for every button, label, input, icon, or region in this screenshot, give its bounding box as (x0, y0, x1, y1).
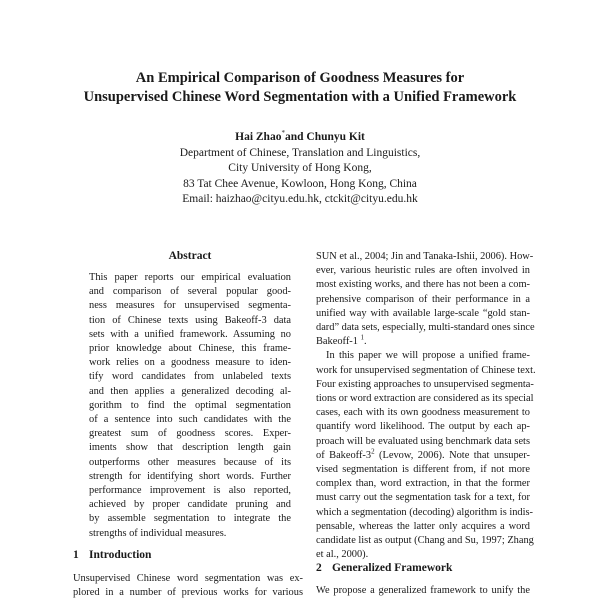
paragraph-line: prehensive comparison of their performance in a (316, 293, 530, 305)
paragraph-line: vised segmentation is different from, if not more (316, 464, 530, 476)
right-column-body (316, 250, 536, 562)
paragraph-line: In this paper we will propose a unified frame- (326, 350, 530, 362)
paragraph-line (316, 449, 530, 463)
paragraph-line: tions or word extraction are considered as its special (316, 393, 534, 405)
abstract-line: iments show that description length gain (89, 442, 291, 454)
title-line-2: Unsupervised Chinese Word Segmentation with a Unified Framework (83, 89, 517, 105)
section-number: 1 (73, 549, 79, 561)
abstract-line: performance improvement is also reported, (89, 485, 291, 497)
abstract-heading: Abstract (168, 250, 212, 262)
author-name-2: and Chunyu Kit (284, 131, 365, 143)
paragraph-line: which a segmentation (decoding) algorithm is indis- (316, 506, 534, 518)
right-paragraph-1 (316, 250, 535, 335)
right-paragraph-2 (316, 349, 536, 448)
section-number: 2 (316, 562, 322, 574)
paragraph-line: proach will be evaluated using benchmark data sets (316, 435, 530, 447)
framework-line: We propose a generalized framework to unify the (316, 585, 530, 596)
paragraph-line: quantify word likelihood. The output by each ap- (316, 421, 530, 433)
paragraph-line: Four existing approaches to unsupervised segmenta- (316, 378, 534, 390)
introduction-line: Unsupervised Chinese word segmentation was ex- (73, 573, 303, 584)
paragraph-line: ever, various heuristic rules are often involved in (316, 265, 530, 277)
paragraph-line: complex than, word extraction, in that the former (316, 478, 530, 490)
abstract-line: This paper reports our empirical evaluation (89, 272, 291, 283)
abstract-line: strength for identifying short words. Further (89, 470, 291, 482)
affiliation-line-1: Department of Chinese, Translation and Linguistics, (179, 146, 421, 159)
paper-title (0, 69, 600, 107)
abstract-line: tion of Chinese texts using Bakeoff-3 data (89, 314, 291, 326)
paragraph-line: dard” data sets, especially, multi-standard ones since (316, 322, 535, 334)
abstract-line: and then applies a generalized decoding al- (89, 385, 291, 397)
abstract-line: by assemble segmentation to integrate the (89, 513, 291, 525)
abstract-body (89, 271, 291, 541)
period: . (364, 336, 367, 348)
section-title: Introduction (89, 549, 152, 561)
title-line-1: An Empirical Comparison of Goodness Measures for (135, 70, 465, 86)
email-line: Email: haizhao@cityu.edu.hk, ctckit@cityu.edu.hk (182, 193, 418, 205)
address-line: 83 Tat Chee Avenue, Kowloon, Hong Kong, China (183, 177, 417, 190)
levow-citation-text: (Levow, 2006). Note that unsuper- (374, 449, 530, 461)
abstract-line: gorithm to find the optimal segmentation (89, 399, 291, 411)
abstract-line: tify word candidates from unlabeled texts (89, 371, 291, 383)
abstract-line: outperforms other measures because of its (89, 456, 291, 468)
footnote-mark-1: 1 (360, 333, 365, 342)
author-block (0, 130, 600, 208)
paragraph-line: candidate list as output (Chang and Su, 1997; Zhang (316, 535, 534, 547)
abstract-line: greatest sum of goodness scores. Exper- (89, 428, 291, 440)
section-title: Generalized Framework (332, 562, 453, 574)
bakeoff-1-text: Bakeoff-1 (316, 336, 361, 348)
paragraph-line (316, 335, 530, 349)
right-paragraph-2-continued (316, 463, 534, 548)
abstract-line: of a sentence into such candidates with the (89, 414, 291, 426)
paragraph-line: unified way with available large-scale “gold stan- (316, 307, 530, 319)
abstract-line: achieved by proper candidate pruning and (89, 499, 291, 511)
section-heading-generalized-framework (316, 562, 452, 574)
abstract-line: and comparison of several popular good- (89, 286, 291, 298)
footnote-mark-2: 2 (371, 447, 375, 456)
paragraph-line: most existing works, and there has not been a com- (316, 279, 530, 291)
paragraph-line: pensable, whereas the latter only acquires a word (316, 520, 530, 532)
abstract-line: strengths of individual measures. (89, 527, 227, 539)
abstract-line: work relies on a goodness measure to iden- (89, 357, 291, 369)
abstract-line: prior knowledge about Chinese, this frame- (89, 343, 291, 355)
introduction-body (73, 572, 303, 600)
paragraph-line: et al., 2000). (316, 549, 369, 561)
paragraph-line: work for unsupervised segmentation of Chinese text. (316, 364, 536, 376)
author-names (0, 130, 600, 146)
generalized-framework-body (316, 584, 530, 598)
paragraph-line: cases, each with its own goodness measurement to (316, 407, 530, 419)
author-name-1: Hai Zhao (235, 131, 282, 143)
introduction-line: plored in a number of previous works for various (73, 587, 303, 599)
section-heading-introduction (73, 549, 151, 561)
paragraph-line: must carry out the segmentation task for a text, for (316, 492, 530, 504)
author-footnote-mark: * (281, 129, 285, 138)
bakeoff-3-text: of Bakeoff-3 (316, 449, 372, 461)
abstract-line: ness measures for unsupervised segmenta- (89, 300, 291, 312)
paragraph-line: SUN et al., 2004; Jin and Tanaka-Ishii, 2006). How- (316, 251, 534, 262)
abstract-line: sets with a unified framework. Assuming no (89, 328, 291, 340)
affiliation-line-2: City University of Hong Kong, (228, 162, 372, 174)
